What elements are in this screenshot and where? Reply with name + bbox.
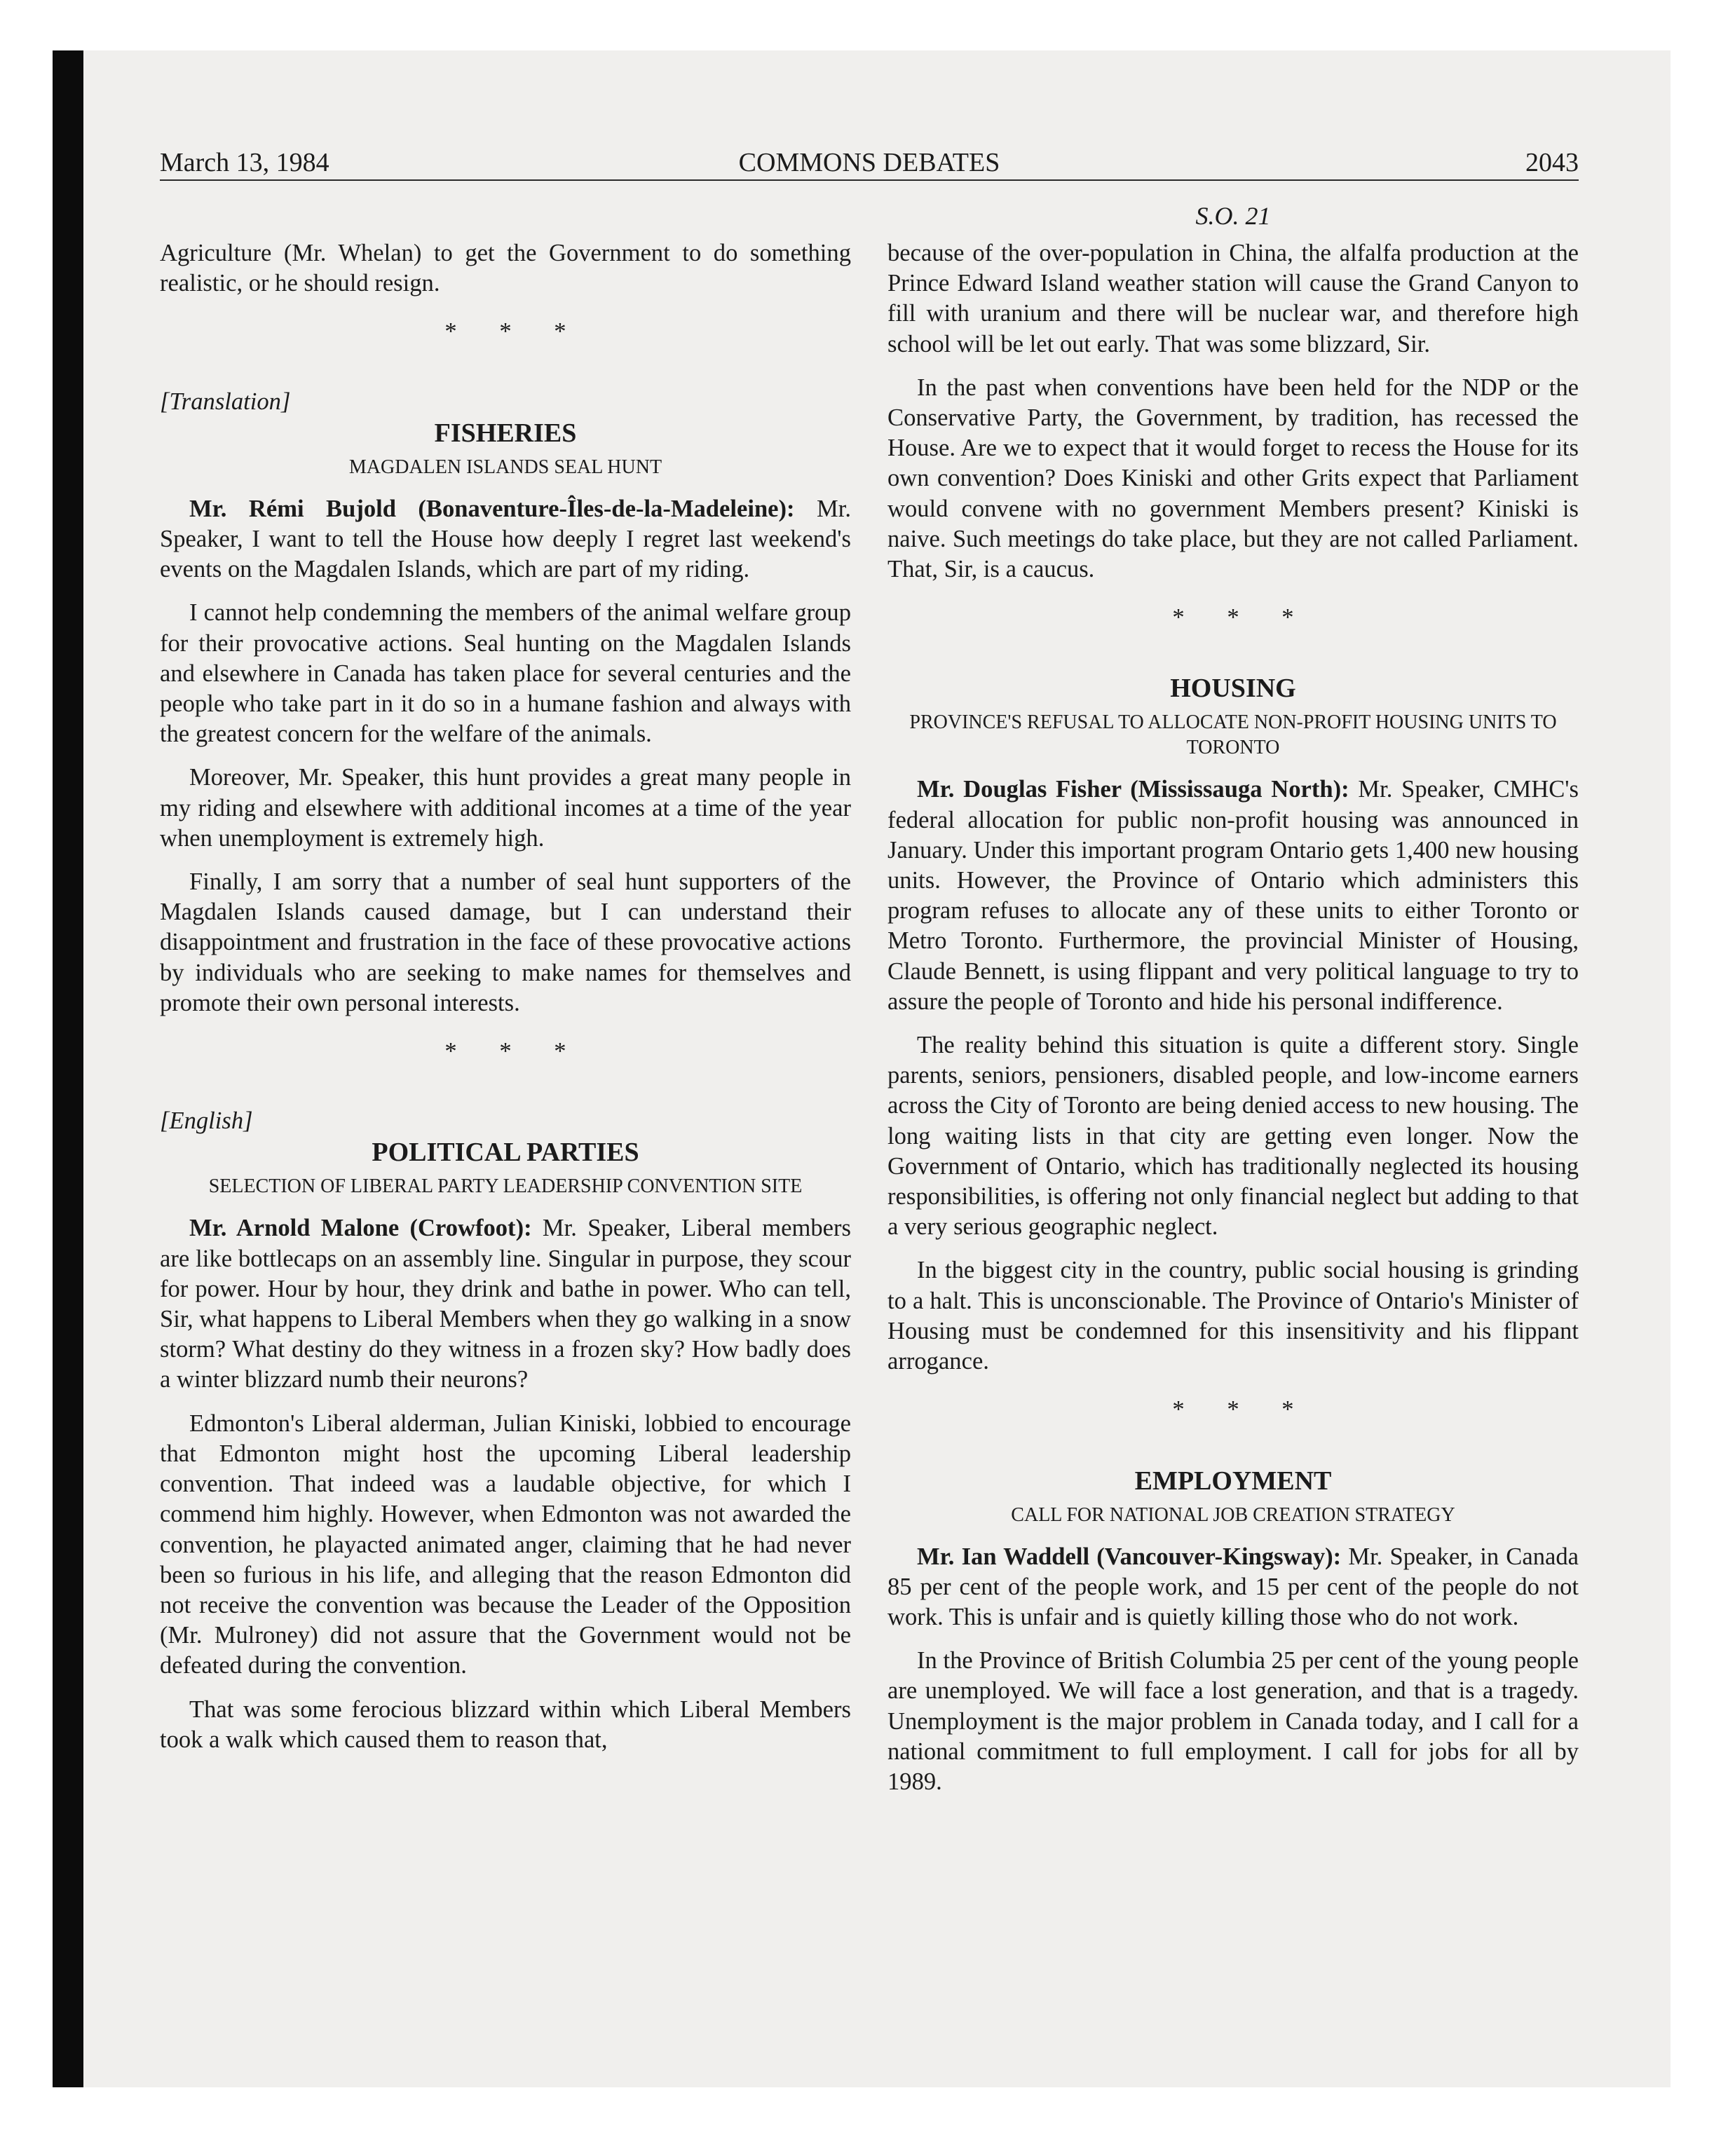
right-column	[887, 238, 1579, 1810]
section-heading-employment: EMPLOYMENT	[1134, 1466, 1332, 1496]
section-separator: * * *	[444, 318, 585, 346]
section-subheading: CALL FOR NATIONAL JOB CREATION STRATEGY	[1011, 1503, 1455, 1526]
standing-order-label: S.O. 21	[1195, 202, 1271, 230]
page-binding-edge	[53, 50, 83, 2087]
speech-paragraph: Finally, I am sorry that a number of seal hunt supporters of the Magdalen Islands caused damage, but I can understand their disappointment and frustration in the face of these provocative actions by individuals who are seeking to make names for themselves and promote their own personal interests.	[160, 868, 851, 1016]
language-note: [Translation]	[160, 388, 291, 415]
speech-paragraph: That was some ferocious blizzard within which Liberal Members took a walk which caused them to reason that,	[160, 1696, 851, 1753]
running-header	[160, 146, 1579, 181]
speech-paragraph: Mr. Ian Waddell (Vancouver-Kingsway): Mr. Speaker, in Canada 85 per cent of the people work, and 15 per cent of the people do not work. This is unfair and is quietly killing those who do not work.	[887, 1543, 1579, 1630]
speaker-name: Mr. Rémi Bujold (Bonaventure-Îles-de-la-Madeleine):	[189, 495, 795, 522]
section-heading-housing: HOUSING	[1170, 674, 1296, 704]
section-subheading: PROVINCE'S REFUSAL TO ALLOCATE NON-PROFIT HOUSING UNITS TO TORONTO	[909, 711, 1557, 759]
continuation-paragraph: because of the over-population in China, the alfalfa production at the Prince Edward Island weather station will cause the Grand Canyon to fill with uranium and there will be nuclear war, and therefore high school will be let out early. That was some blizzard, Sir.	[887, 240, 1579, 357]
continuation-paragraph: Agriculture (Mr. Whelan) to get the Government to do something realistic, or he should resign.	[160, 240, 851, 297]
speech-paragraph: The reality behind this situation is quite a different story. Single parents, seniors, pensioners, disabled people, and low-income earners across the City of Toronto are being denied access to new housing. The long waiting lists in that city are getting even longer. Now the Government of Ontario, which has traditionally neglected its housing responsibilities, is offering not only financial neglect but adding to that a very serious geographic neglect.	[887, 1032, 1579, 1241]
speech-paragraph: In the past when conventions have been held for the NDP or the Conservative Party, the Government, by tradition, has recessed the House. Are we to expect that it would forget to recess the House for its own convention? Does Kiniski and other Grits expect that Parliament would convene with no government Members present? Kiniski is naive. Such meetings do take place, but they are not called Parliament. That, Sir, is a caucus.	[887, 374, 1579, 583]
section-subheading: SELECTION OF LIBERAL PARTY LEADERSHIP CONVENTION SITE	[208, 1175, 803, 1198]
header-page-number: 2043	[1525, 148, 1579, 177]
header-title: COMMONS DEBATES	[738, 148, 1000, 177]
speech-paragraph: Edmonton's Liberal alderman, Julian Kiniski, lobbied to encourage that Edmonton might host the upcoming Liberal leadership convention. That indeed was a laudable objective, for which I commend him highly. However, when Edmonton was not awarded the convention, he playacted animated anger, claiming that he had never been so furious in his life, and alleging that the reason Edmonton did not receive the convention was because the Leader of the Opposition (Mr. Mulroney) did not assure that the Government would not be defeated during the convention.	[160, 1410, 851, 1679]
speech-paragraph: Mr. Arnold Malone (Crowfoot): Mr. Speaker, Liberal members are like bottlecaps on an assembly line. Singular in purpose, they scour for power. Hour by hour, they drink and bathe in power. Who can tell, Sir, what happens to Liberal Members when they go walking in a snow storm? What destiny do they witness in a frozen sky? How badly does a winter blizzard numb their neurons?	[160, 1215, 851, 1393]
section-separator: * * *	[444, 1038, 585, 1065]
section-heading-political-parties: POLITICAL PARTIES	[372, 1138, 639, 1168]
speaker-name: Mr. Douglas Fisher (Mississauga North):	[917, 776, 1349, 803]
language-note: [English]	[160, 1107, 253, 1135]
section-separator: * * *	[1172, 604, 1312, 632]
speaker-name: Mr. Arnold Malone (Crowfoot):	[189, 1215, 532, 1242]
header-date: March 13, 1984	[160, 148, 329, 177]
section-heading-fisheries: FISHERIES	[434, 418, 577, 448]
speech-paragraph: Moreover, Mr. Speaker, this hunt provides a great many people in my riding and elsewhere with additional incomes at a time of the year when unemployment is extremely high.	[160, 764, 851, 852]
speech-paragraph: Mr. Douglas Fisher (Mississauga North): Mr. Speaker, CMHC's federal allocation for public non-profit housing was announced in January. Under this important program Ontario gets 1,400 new housing units. However, the Province of Ontario which administers this program refuses to allocate any of these units to either Toronto or Metro Toronto. Furthermore, the provincial Minister of Housing, Claude Bennett, is using flippant and very political language to try to assure the people of Toronto and hide his personal indifference.	[887, 776, 1579, 1015]
section-separator: * * *	[1172, 1396, 1312, 1424]
left-column	[160, 238, 851, 1768]
speech-paragraph: In the biggest city in the country, public social housing is grinding to a halt. This is unconscionable. The Province of Ontario's Minister of Housing must be condemned for this insensitivity and his flippant arrogance.	[887, 1257, 1579, 1375]
section-subheading: MAGDALEN ISLANDS SEAL HUNT	[348, 456, 662, 478]
speech-paragraph: Mr. Rémi Bujold (Bonaventure-Îles-de-la-Madeleine): Mr. Speaker, I want to tell the House how deeply I regret last weekend's events on the Magdalen Islands, which are part of my riding.	[160, 495, 851, 583]
speech-paragraph: In the Province of British Columbia 25 per cent of the young people are unemployed. We will face a lost generation, and that is a tragedy. Unemployment is the major problem in Canada today, and I call for a national commitment to full employment. I call for jobs for all by 1989.	[887, 1647, 1579, 1795]
speaker-name: Mr. Ian Waddell (Vancouver-Kingsway):	[917, 1543, 1342, 1570]
speech-paragraph: I cannot help condemning the members of the animal welfare group for their provocative actions. Seal hunting on the Magdalen Islands and elsewhere in Canada has taken place for several centuries and the people who take part in it do so in a humane fashion and always with the greatest concern for the welfare of the animals.	[160, 599, 851, 748]
